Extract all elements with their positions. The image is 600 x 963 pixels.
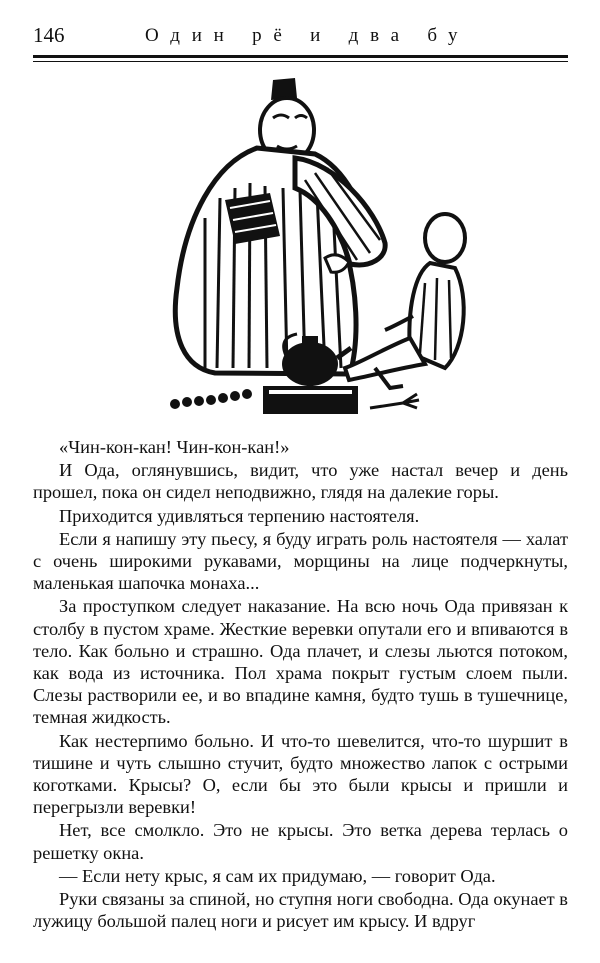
teapot bbox=[282, 342, 338, 386]
paragraph: — Если нету крыс, я сам их придумаю, — говорит Ода. bbox=[59, 865, 496, 886]
brush bbox=[370, 394, 419, 408]
abbot-figure bbox=[175, 78, 385, 374]
body-text bbox=[33, 436, 568, 933]
header-rule-thin bbox=[33, 61, 568, 62]
paragraph: Руки связаны за спиной, но ступня ноги свободна. Ода окунает в лужицу большой палец ноги и рисует им крысу. И вдруг bbox=[33, 889, 568, 932]
running-title: Один рё и два бу bbox=[145, 25, 470, 46]
paragraph: Если я напишу эту пьесу, я буду играть роль настоятеля — халат с очень широкими рукавами, морщины на лице подчеркнуты, маленькая шапочка монаха... bbox=[33, 528, 568, 594]
paragraph: И Ода, оглянувшись, видит, что уже настал вечер и день прошел, пока он сидел неподвижно, глядя на далекие горы. bbox=[33, 460, 568, 503]
paragraph: Приходится удивляться терпению настоятеля. bbox=[59, 505, 420, 526]
paragraph: Нет, все смолкло. Это не крысы. Это ветка дерева терлась о решетку окна. bbox=[33, 820, 568, 863]
paragraph: Как нестерпимо больно. И что-то шевелится, что-то шуршит в тишине и чуть слышно стучит, будто множество лапок с острыми коготками. Крысы? О, если бы это были крысы и пришли и перегрызли веревки! bbox=[33, 730, 568, 818]
boy-head bbox=[425, 214, 465, 262]
paragraph: «Чин-кон-кан! Чин-кон-кан!» bbox=[59, 437, 290, 457]
illustration bbox=[145, 68, 485, 423]
header-rule-thick bbox=[33, 55, 568, 58]
prayer-beads bbox=[170, 389, 252, 409]
page-header bbox=[33, 22, 568, 52]
paragraph: За проступком следует наказание. На всю ночь Ода привязан к столбу в пустом храме. Жесткие веревки опутали его и впиваются в тело. Как больно и страшно. Ода плачет, и слезы льются потоком, как вода из источника. Пол храма покрыт густым слоем пыли. Слезы растворили ее, и во впадине камня, будто тушь в тушечнице, темная жидкость. bbox=[33, 596, 568, 728]
page-number: 146 bbox=[33, 23, 65, 47]
